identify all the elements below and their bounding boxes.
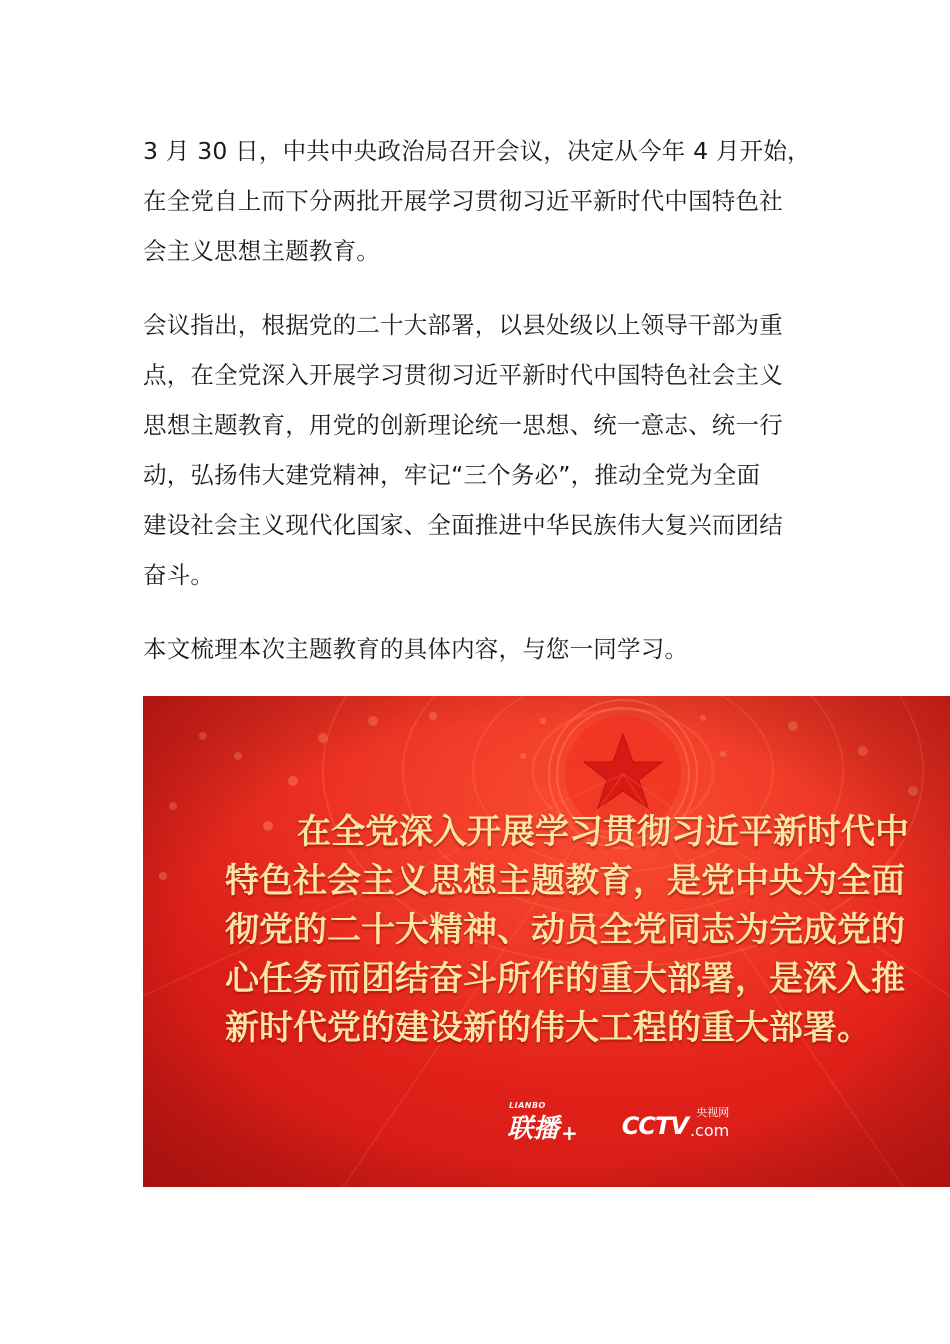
lianbo-logo-main-text: 联播	[507, 1113, 560, 1144]
banner-line: 彻党的二十大精神、动员全党同志为完成党的	[225, 910, 905, 950]
banner-line: 在全党深入开展学习贯彻习近平新时代中	[297, 812, 909, 852]
article-body	[143, 126, 811, 698]
lianbo-plus-logo	[507, 1100, 578, 1145]
broadcaster-logos	[507, 1101, 729, 1151]
cctv-logo-text: CCTV	[621, 1112, 688, 1140]
text-line: 会主义思想主题教育。	[143, 237, 380, 265]
paragraph-3	[143, 624, 795, 674]
banner-line: 新时代党的建设新的伟大工程的重大部署。	[225, 1008, 871, 1048]
text-line: 3 月 30 日，中共中央政治局召开会议，决定从今年 4 月开始，	[143, 137, 811, 165]
text-line: 动，弘扬伟大建党精神，牢记“三个务必”，推动全党为全面	[143, 461, 761, 489]
text-line: 建设社会主义现代化国家、全面推进中华民族伟大复兴而团结	[143, 511, 783, 539]
text-line: 思想主题教育，用党的创新理论统一思想、统一意志、统一行	[143, 411, 783, 439]
banner-quote	[225, 808, 950, 1053]
cctv-com-logo	[621, 1106, 730, 1140]
banner-line: 心任务而团结奋斗所作的重大部署，是深入推	[225, 959, 905, 999]
text-line: 奋斗。	[143, 561, 215, 589]
text-line: 本文梳理本次主题教育的具体内容，与您一同学习。	[143, 635, 689, 663]
lianbo-logo-small-text: LIANBO	[509, 1100, 546, 1110]
text-line: 会议指出，根据党的二十大部署，以县处级以上领导干部为重	[143, 311, 783, 339]
lianbo-logo-plus: +	[561, 1120, 578, 1145]
paragraph-2	[143, 300, 795, 600]
cctv-logo-cn-text: 央视网	[696, 1106, 730, 1119]
banner-line: 特色社会主义思想主题教育，是党中央为全面	[225, 861, 905, 901]
paragraph-1	[143, 126, 811, 276]
cctv-logo-com-text: .com	[689, 1121, 730, 1140]
emblem-banner-image	[143, 696, 950, 1187]
text-line: 点，在全党深入开展学习贯彻习近平新时代中国特色社会主义	[143, 361, 783, 389]
text-line: 在全党自上而下分两批开展学习贯彻习近平新时代中国特色社	[143, 187, 783, 215]
